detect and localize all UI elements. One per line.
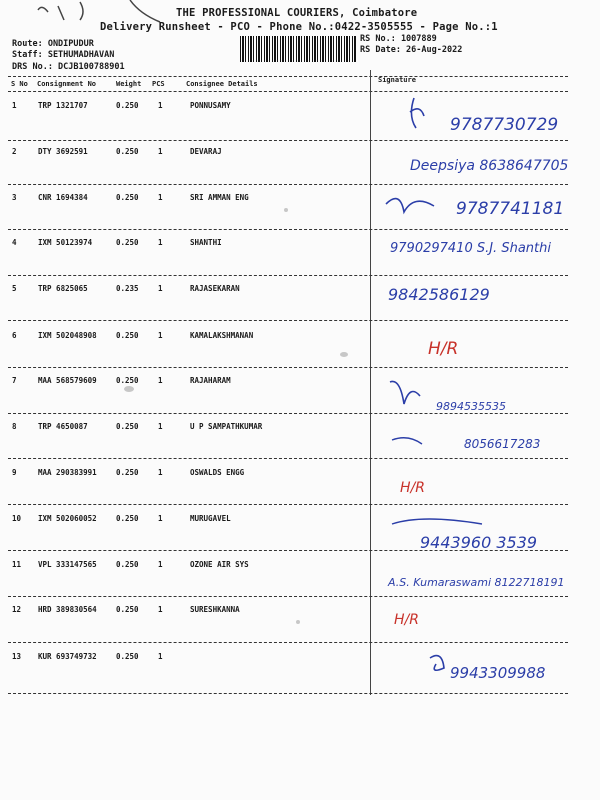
row-weight: 0.235 <box>116 284 139 293</box>
table-top-rule <box>8 76 568 77</box>
row-sno: 11 <box>12 560 22 569</box>
row-consignee: SHANTHI <box>190 238 222 247</box>
col-header-consignee: Consignee Details <box>186 80 258 88</box>
row-sno: 9 <box>12 468 17 477</box>
row-consignee: U P SAMPATHKUMAR <box>190 422 263 431</box>
row-pcs: 1 <box>158 376 163 385</box>
row-weight: 0.250 <box>116 147 139 156</box>
row-weight: 0.250 <box>116 468 139 477</box>
row-consignment: TRP 6825065 <box>38 284 88 293</box>
row-sno: 5 <box>12 284 17 293</box>
scan-smudge <box>340 352 348 357</box>
row-sno: 2 <box>12 147 17 156</box>
staple-marks <box>30 0 180 40</box>
signature-column-divider <box>370 70 371 695</box>
row-pcs: 1 <box>158 605 163 614</box>
row-weight: 0.250 <box>116 560 139 569</box>
signature-text: Deepsiya 8638647705 <box>410 158 569 174</box>
scan-smudge <box>284 208 288 212</box>
rs-number: RS No.: 1007889 <box>360 34 437 44</box>
row-sno: 13 <box>12 652 22 661</box>
row-sno: 12 <box>12 605 22 614</box>
col-header-signature: Signature <box>378 76 416 84</box>
col-header-weight: Weight <box>116 80 142 88</box>
scan-smudge <box>296 620 300 624</box>
signature-text: H/R <box>428 339 459 359</box>
row-consignee: KAMALAKSHMANAN <box>190 331 254 340</box>
row-consignee: RAJAHARAM <box>190 376 231 385</box>
col-header-consignment: Consignment No <box>37 80 97 88</box>
route-label: Route: ONDIPUDUR <box>12 39 94 49</box>
row-pcs: 1 <box>158 514 163 523</box>
row-sno: 8 <box>12 422 17 431</box>
col-header-pcs: PCS <box>152 80 165 88</box>
signature-text: 9443960 3539 <box>420 533 538 552</box>
row-weight: 0.250 <box>116 238 139 247</box>
row-pcs: 1 <box>158 238 163 247</box>
row-consignee: SRI AMMAN ENG <box>190 193 249 202</box>
row-consignment: IXM 502060052 <box>38 514 97 523</box>
signature-text: 9787741181 <box>456 199 565 219</box>
row-weight: 0.250 <box>116 331 139 340</box>
row-pcs: 1 <box>158 284 163 293</box>
barcode-image <box>240 36 356 62</box>
row-weight: 0.250 <box>116 652 139 661</box>
row-weight: 0.250 <box>116 193 139 202</box>
row-consignee: OZONE AIR SYS <box>190 560 249 569</box>
row-sno: 4 <box>12 238 17 247</box>
row-pcs: 1 <box>158 331 163 340</box>
row-consignment: VPL 333147565 <box>38 560 97 569</box>
row-weight: 0.250 <box>116 101 139 110</box>
row-weight: 0.250 <box>116 514 139 523</box>
row-consignee: MURUGAVEL <box>190 514 231 523</box>
row-pcs: 1 <box>158 193 163 202</box>
row-consignment: DTY 3692591 <box>38 147 88 156</box>
signature-column <box>380 92 590 702</box>
row-consignment: TRP 4650087 <box>38 422 88 431</box>
row-pcs: 1 <box>158 560 163 569</box>
row-consignment: MAA 568579609 <box>38 376 97 385</box>
row-consignment: KUR 693749732 <box>38 652 97 661</box>
signature-text: A.S. Kumaraswami 8122718191 <box>388 576 565 589</box>
signature-text: H/R <box>400 480 425 496</box>
signature-text: 9894535535 <box>436 400 506 413</box>
row-pcs: 1 <box>158 652 163 661</box>
signature-text: 9842586129 <box>388 285 490 304</box>
signature-text: 9790297410 S.J. Shanthi <box>390 241 551 256</box>
row-consignment: MAA 290383991 <box>38 468 97 477</box>
row-consignee: PONNUSAMY <box>190 101 231 110</box>
row-weight: 0.250 <box>116 422 139 431</box>
row-consignee: DEVARAJ <box>190 147 222 156</box>
document-subtitle: Delivery Runsheet - PCO - Phone No.:0422-3505555 - Page No.:1 <box>100 21 498 33</box>
row-sno: 1 <box>12 101 17 110</box>
row-pcs: 1 <box>158 147 163 156</box>
row-consignment: TRP 1321707 <box>38 101 88 110</box>
row-consignment: HRD 389830564 <box>38 605 97 614</box>
drs-number: DRS No.: DCJB100788901 <box>12 62 125 72</box>
document-title: THE PROFESSIONAL COURIERS, Coimbatore <box>176 7 418 19</box>
row-sno: 3 <box>12 193 17 202</box>
signature-text: H/R <box>394 612 419 628</box>
row-weight: 0.250 <box>116 376 139 385</box>
scan-smudge <box>124 386 134 392</box>
rs-date: RS Date: 26-Aug-2022 <box>360 45 463 55</box>
row-consignee: RAJASEKARAN <box>190 284 240 293</box>
row-pcs: 1 <box>158 422 163 431</box>
signature-text: 8056617283 <box>464 437 541 451</box>
signature-text: 9787730729 <box>450 115 559 135</box>
row-sno: 10 <box>12 514 22 523</box>
col-header-sno: S No <box>11 80 28 88</box>
row-sno: 7 <box>12 376 17 385</box>
row-consignment: CNR 1694384 <box>38 193 88 202</box>
signature-text: 9943309988 <box>450 664 546 682</box>
staff-label: Staff: SETHUMADHAVAN <box>12 50 115 60</box>
row-pcs: 1 <box>158 101 163 110</box>
row-sno: 6 <box>12 331 17 340</box>
row-weight: 0.250 <box>116 605 139 614</box>
row-consignee: OSWALDS ENGG <box>190 468 245 477</box>
row-consignment: IXM 50123974 <box>38 238 93 247</box>
row-consignee: SURESHKANNA <box>190 605 240 614</box>
row-pcs: 1 <box>158 468 163 477</box>
row-consignment: IXM 502048908 <box>38 331 97 340</box>
